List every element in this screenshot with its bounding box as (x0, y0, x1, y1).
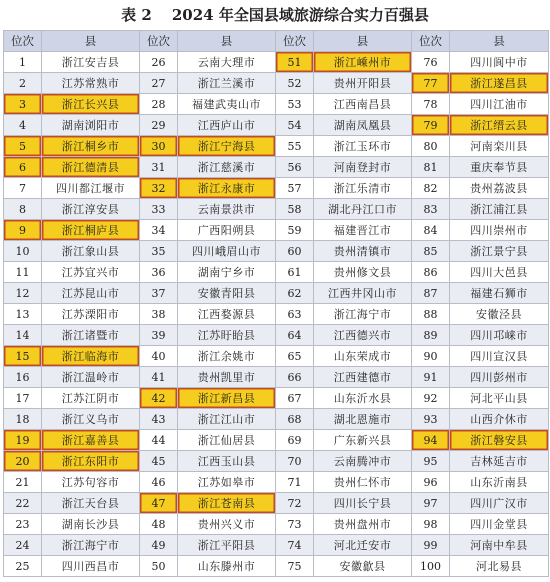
rank-cell: 2 (4, 73, 42, 94)
rank-cell: 73 (276, 514, 314, 535)
rank-cell: 12 (4, 283, 42, 304)
rank-cell: 17 (4, 388, 42, 409)
county-cell: 湖南长沙县 (42, 514, 140, 535)
county-cell: 浙江慈溪市 (178, 157, 276, 178)
rank-cell: 39 (140, 325, 178, 346)
rank-cell: 34 (140, 220, 178, 241)
county-cell-highlighted: 浙江磐安县 (450, 430, 549, 451)
rank-cell: 8 (4, 199, 42, 220)
county-cell-highlighted: 浙江嵊州市 (314, 52, 412, 73)
county-cell: 浙江江山市 (178, 409, 276, 430)
rank-cell: 59 (276, 220, 314, 241)
county-cell: 重庆奉节县 (450, 157, 549, 178)
rank-cell: 47 (140, 493, 178, 514)
rank-cell: 7 (4, 178, 42, 199)
rank-cell: 82 (412, 178, 450, 199)
table-row (4, 430, 549, 451)
county-cell: 山东滕州市 (178, 556, 276, 577)
rank-cell: 93 (412, 409, 450, 430)
county-cell: 贵州盘州市 (314, 514, 412, 535)
county-cell: 河北平山县 (450, 388, 549, 409)
rank-cell: 64 (276, 325, 314, 346)
county-cell-highlighted: 浙江永康市 (178, 178, 276, 199)
county-cell: 四川邛崃市 (450, 325, 549, 346)
rank-cell: 87 (412, 283, 450, 304)
rank-cell: 14 (4, 325, 42, 346)
county-cell: 山东沂水县 (314, 388, 412, 409)
county-cell: 四川崇州市 (450, 220, 549, 241)
rank-cell: 72 (276, 493, 314, 514)
rank-cell: 58 (276, 199, 314, 220)
rank-cell: 54 (276, 115, 314, 136)
county-cell: 贵州仁怀市 (314, 472, 412, 493)
table-header-row (4, 31, 549, 52)
county-cell: 湖南浏阳市 (42, 115, 140, 136)
county-cell: 广西阳朔县 (178, 220, 276, 241)
rank-cell: 27 (140, 73, 178, 94)
county-cell: 江苏盱眙县 (178, 325, 276, 346)
rank-cell: 66 (276, 367, 314, 388)
rank-cell: 91 (412, 367, 450, 388)
rank-cell: 98 (412, 514, 450, 535)
county-cell: 贵州开阳县 (314, 73, 412, 94)
county-cell: 山东荣成市 (314, 346, 412, 367)
rank-cell: 80 (412, 136, 450, 157)
rank-cell: 56 (276, 157, 314, 178)
rank-cell: 19 (4, 430, 42, 451)
county-cell: 江西玉山县 (178, 451, 276, 472)
table-row (4, 451, 549, 472)
rank-cell: 46 (140, 472, 178, 493)
county-cell: 江苏江阴市 (42, 388, 140, 409)
county-cell: 广东新兴县 (314, 430, 412, 451)
rank-cell: 55 (276, 136, 314, 157)
rank-cell: 36 (140, 262, 178, 283)
rank-cell: 92 (412, 388, 450, 409)
county-cell: 江西婺源县 (178, 304, 276, 325)
rank-cell: 86 (412, 262, 450, 283)
rank-cell: 83 (412, 199, 450, 220)
rank-cell: 63 (276, 304, 314, 325)
rank-cell: 40 (140, 346, 178, 367)
column-header-rank: 位次 (4, 31, 42, 52)
rank-cell: 5 (4, 136, 42, 157)
rank-cell: 94 (412, 430, 450, 451)
rank-cell: 35 (140, 241, 178, 262)
rank-cell: 50 (140, 556, 178, 577)
county-cell: 山西介休市 (450, 409, 549, 430)
rank-cell: 79 (412, 115, 450, 136)
table-row (4, 220, 549, 241)
table-body (4, 52, 549, 577)
rank-cell: 97 (412, 493, 450, 514)
county-cell: 浙江天台县 (42, 493, 140, 514)
rank-cell: 1 (4, 52, 42, 73)
county-cell: 安徽泾县 (450, 304, 549, 325)
county-cell: 贵州荔波县 (450, 178, 549, 199)
table-row (4, 241, 549, 262)
county-cell: 四川西昌市 (42, 556, 140, 577)
rank-cell: 67 (276, 388, 314, 409)
county-cell: 贵州兴义市 (178, 514, 276, 535)
county-cell-highlighted: 浙江临海市 (42, 346, 140, 367)
county-cell: 四川江油市 (450, 94, 549, 115)
table-row (4, 73, 549, 94)
rank-cell: 78 (412, 94, 450, 115)
rank-cell: 28 (140, 94, 178, 115)
rank-cell: 43 (140, 409, 178, 430)
county-cell: 浙江义乌市 (42, 409, 140, 430)
rank-cell: 68 (276, 409, 314, 430)
county-cell: 浙江安吉县 (42, 52, 140, 73)
table-row (4, 157, 549, 178)
rank-cell: 20 (4, 451, 42, 472)
county-cell: 四川彭州市 (450, 367, 549, 388)
county-cell: 福建晋江市 (314, 220, 412, 241)
rank-cell: 74 (276, 535, 314, 556)
rank-cell: 61 (276, 262, 314, 283)
county-cell: 四川宣汉县 (450, 346, 549, 367)
table-row (4, 94, 549, 115)
county-cell: 云南景洪市 (178, 199, 276, 220)
column-header-county: 县 (42, 31, 140, 52)
county-cell: 江西德兴市 (314, 325, 412, 346)
county-cell: 浙江平阳县 (178, 535, 276, 556)
rank-cell: 18 (4, 409, 42, 430)
county-cell: 四川大邑县 (450, 262, 549, 283)
county-cell-highlighted: 浙江新昌县 (178, 388, 276, 409)
county-cell: 浙江景宁县 (450, 241, 549, 262)
county-cell: 四川金堂县 (450, 514, 549, 535)
rank-cell: 22 (4, 493, 42, 514)
rank-cell: 90 (412, 346, 450, 367)
table-row (4, 178, 549, 199)
county-cell: 安徽青阳县 (178, 283, 276, 304)
county-cell: 四川长宁县 (314, 493, 412, 514)
county-cell: 贵州修文县 (314, 262, 412, 283)
rank-cell: 96 (412, 472, 450, 493)
rank-cell: 31 (140, 157, 178, 178)
county-cell: 湖南凤凰县 (314, 115, 412, 136)
rank-cell: 11 (4, 262, 42, 283)
ranking-table (3, 30, 549, 577)
rank-cell: 29 (140, 115, 178, 136)
county-cell: 云南腾冲市 (314, 451, 412, 472)
rank-cell: 70 (276, 451, 314, 472)
rank-cell: 49 (140, 535, 178, 556)
rank-cell: 37 (140, 283, 178, 304)
county-cell: 浙江仙居县 (178, 430, 276, 451)
rank-cell: 77 (412, 73, 450, 94)
county-cell: 四川阆中市 (450, 52, 549, 73)
county-cell: 福建武夷山市 (178, 94, 276, 115)
table-row (4, 199, 549, 220)
county-cell: 四川广汉市 (450, 493, 549, 514)
table-row (4, 493, 549, 514)
county-cell-highlighted: 浙江长兴县 (42, 94, 140, 115)
table-number: 表 2 (121, 6, 152, 24)
county-cell: 四川都江堰市 (42, 178, 140, 199)
county-cell-highlighted: 浙江东阳市 (42, 451, 140, 472)
rank-cell: 100 (412, 556, 450, 577)
column-header-county: 县 (314, 31, 412, 52)
rank-cell: 57 (276, 178, 314, 199)
rank-cell: 45 (140, 451, 178, 472)
rank-cell: 9 (4, 220, 42, 241)
rank-cell: 25 (4, 556, 42, 577)
county-cell: 浙江乐清市 (314, 178, 412, 199)
table-row (4, 346, 549, 367)
county-cell: 河北易县 (450, 556, 549, 577)
county-cell-highlighted: 浙江嘉善县 (42, 430, 140, 451)
county-cell: 浙江淳安县 (42, 199, 140, 220)
county-cell: 河南中牟县 (450, 535, 549, 556)
rank-cell: 4 (4, 115, 42, 136)
county-cell: 江苏溧阳市 (42, 304, 140, 325)
rank-cell: 41 (140, 367, 178, 388)
rank-cell: 21 (4, 472, 42, 493)
county-cell: 江苏句容市 (42, 472, 140, 493)
rank-cell: 24 (4, 535, 42, 556)
rank-cell: 48 (140, 514, 178, 535)
rank-cell: 38 (140, 304, 178, 325)
table-row (4, 262, 549, 283)
rank-cell: 88 (412, 304, 450, 325)
county-cell: 河北迁安市 (314, 535, 412, 556)
rank-cell: 51 (276, 52, 314, 73)
county-cell: 浙江海宁市 (42, 535, 140, 556)
county-cell: 浙江余姚市 (178, 346, 276, 367)
column-header-county: 县 (450, 31, 549, 52)
rank-cell: 44 (140, 430, 178, 451)
column-header-rank: 位次 (412, 31, 450, 52)
county-cell: 福建石狮市 (450, 283, 549, 304)
table-row (4, 514, 549, 535)
rank-cell: 16 (4, 367, 42, 388)
table-row (4, 136, 549, 157)
county-cell: 浙江兰溪市 (178, 73, 276, 94)
table-title-text: 2024 年全国县域旅游综合实力百强县 (171, 6, 429, 24)
county-cell: 江苏宜兴市 (42, 262, 140, 283)
county-cell: 浙江象山县 (42, 241, 140, 262)
county-cell: 河南登封市 (314, 157, 412, 178)
county-cell: 江苏常熟市 (42, 73, 140, 94)
county-cell: 贵州清镇市 (314, 241, 412, 262)
rank-cell: 15 (4, 346, 42, 367)
table-row (4, 325, 549, 346)
rank-cell: 85 (412, 241, 450, 262)
county-cell: 浙江浦江县 (450, 199, 549, 220)
county-cell: 吉林延吉市 (450, 451, 549, 472)
rank-cell: 76 (412, 52, 450, 73)
rank-cell: 53 (276, 94, 314, 115)
rank-cell: 81 (412, 157, 450, 178)
table-row (4, 388, 549, 409)
table-row (4, 283, 549, 304)
county-cell: 浙江玉环市 (314, 136, 412, 157)
rank-cell: 65 (276, 346, 314, 367)
table-row (4, 304, 549, 325)
county-cell: 浙江诸暨市 (42, 325, 140, 346)
rank-cell: 71 (276, 472, 314, 493)
county-cell: 安徽歙县 (314, 556, 412, 577)
rank-cell: 75 (276, 556, 314, 577)
county-cell-highlighted: 浙江桐乡市 (42, 136, 140, 157)
county-cell-highlighted: 浙江遂昌县 (450, 73, 549, 94)
table-row (4, 556, 549, 577)
rank-cell: 84 (412, 220, 450, 241)
table-row (4, 409, 549, 430)
county-cell-highlighted: 浙江苍南县 (178, 493, 276, 514)
county-cell: 江苏如皋市 (178, 472, 276, 493)
rank-cell: 23 (4, 514, 42, 535)
rank-cell: 6 (4, 157, 42, 178)
rank-cell: 42 (140, 388, 178, 409)
county-cell-highlighted: 浙江宁海县 (178, 136, 276, 157)
county-cell-highlighted: 浙江德清县 (42, 157, 140, 178)
column-header-county: 县 (178, 31, 276, 52)
table-row (4, 367, 549, 388)
county-cell: 江西庐山市 (178, 115, 276, 136)
county-cell: 江西井冈山市 (314, 283, 412, 304)
rank-cell: 60 (276, 241, 314, 262)
column-header-rank: 位次 (140, 31, 178, 52)
county-cell-highlighted: 浙江缙云县 (450, 115, 549, 136)
rank-cell: 30 (140, 136, 178, 157)
column-header-rank: 位次 (276, 31, 314, 52)
rank-cell: 26 (140, 52, 178, 73)
rank-cell: 69 (276, 430, 314, 451)
county-cell-highlighted: 浙江桐庐县 (42, 220, 140, 241)
rank-cell: 32 (140, 178, 178, 199)
county-cell: 浙江温岭市 (42, 367, 140, 388)
county-cell: 江西南昌县 (314, 94, 412, 115)
county-cell: 浙江海宁市 (314, 304, 412, 325)
county-cell: 云南大理市 (178, 52, 276, 73)
rank-cell: 99 (412, 535, 450, 556)
table-row (4, 535, 549, 556)
rank-cell: 3 (4, 94, 42, 115)
county-cell: 湖北恩施市 (314, 409, 412, 430)
rank-cell: 33 (140, 199, 178, 220)
county-cell: 贵州凯里市 (178, 367, 276, 388)
table-row (4, 472, 549, 493)
county-cell: 河南栾川县 (450, 136, 549, 157)
table-title (0, 0, 550, 30)
rank-cell: 10 (4, 241, 42, 262)
table-row (4, 115, 549, 136)
county-cell: 四川峨眉山市 (178, 241, 276, 262)
county-cell: 山东沂南县 (450, 472, 549, 493)
table-row (4, 52, 549, 73)
rank-cell: 95 (412, 451, 450, 472)
county-cell: 江西建德市 (314, 367, 412, 388)
rank-cell: 52 (276, 73, 314, 94)
rank-cell: 89 (412, 325, 450, 346)
rank-cell: 62 (276, 283, 314, 304)
rank-cell: 13 (4, 304, 42, 325)
county-cell: 湖南宁乡市 (178, 262, 276, 283)
county-cell: 江苏昆山市 (42, 283, 140, 304)
county-cell: 湖北丹江口市 (314, 199, 412, 220)
